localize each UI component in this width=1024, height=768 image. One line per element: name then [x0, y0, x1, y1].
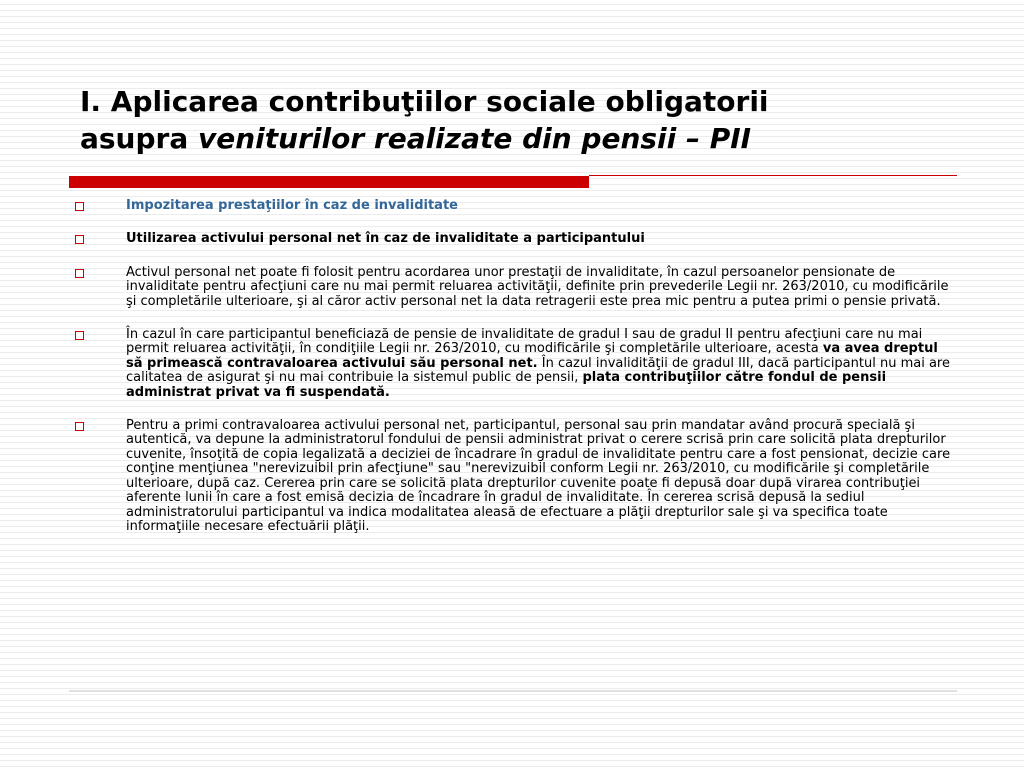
bullet-list	[75, 199, 955, 534]
hollow-square-icon	[75, 269, 84, 278]
bullet-text-part-1: În cazul în care participantul beneficiază de pensie de invaliditate de gradul I sau de gradul II pentru afecţiuni care nu mai permit reluarea activităţii, în condiţiile Legii nr. 263/2010, cu modificările şi completările ulterioare, acesta	[126, 327, 923, 357]
hollow-square-icon	[75, 235, 84, 244]
bullet-item-invalidity-taxation	[75, 199, 955, 213]
bullet-text-bold-1: va avea dreptul să primească contravaloarea activului său personal net.	[126, 341, 938, 371]
bullet-text-bold-2: plata contribuţiilor către fondul de pensii administrat privat va fi suspendată.	[126, 370, 887, 400]
hollow-square-icon	[75, 331, 84, 340]
title-divider-red-bar	[69, 176, 589, 188]
title-line-2-plain: asupra	[80, 122, 198, 155]
bullet-text: Activul personal net poate fi folosit pentru acordarea unor prestaţii de invaliditate, în cazul persoanelor pensionate de invaliditate pentru afecţiuni care nu mai permit reluarea activităţii, definite prin prevederile Legii nr. 263/2010, cu modificările şi completările ulterioare, şi al căror activ personal net la data retragerii este prea mic pentru a putea primi o pensie privată.	[126, 264, 949, 309]
title-line-1: I. Aplicarea contribuţiilor sociale obligatorii	[80, 85, 769, 118]
slide-title	[80, 83, 980, 157]
bullet-item-asset-use-description	[75, 266, 955, 309]
bullet-text: Pentru a primi contravaloarea activului personal net, participantul, personal sau prin mandatar având procură specială şi autentică, va depune la administratorul fondului de pensii administrat privat o cerere scrisă prin care solicită plata drepturilor cuvenite, însoţită de copia legalizată a deciziei de încadrare în gradul de invaliditate pentru care a fost pensionat, decizie care conţine menţiunea "nerevizuibil prin afecţiune" sau "nerevizuibil conform Legii nr. 263/2010, cu modificările şi completările ulterioare, după caz. Cererea prin care se solicită plata drepturilor cuvenite poate fi depusă doar după virarea contribuţiei aferente lunii în care a fost emisă decizia de încadrare în gradul de invaliditate. În cererea scrisă depusă la sediul administratorului participantul va indica modalitatea aleasă de efectuare a plăţii drepturilor sale şi va specifica toate informaţiile necesare efectuării plăţii.	[126, 418, 951, 534]
title-line-2-italic: veniturilor realizate din pensii – PII	[198, 122, 752, 155]
hollow-square-icon	[75, 422, 84, 431]
bullet-item-payment-procedure	[75, 419, 955, 534]
footer-divider	[69, 690, 957, 692]
bullet-text-part-2: În cazul invalidităţii de gradul III, dacă participantul nu mai are calitatea de asigurat şi nu mai contribuie la sistemul public de pensii,	[126, 355, 950, 386]
title-divider-thin-line	[589, 175, 957, 176]
bullet-heading-black: Utilizarea activului personal net în caz de invaliditate a participantului	[126, 231, 645, 247]
bullet-item-net-asset-usage	[75, 232, 955, 246]
bullet-item-invalidity-degrees	[75, 328, 955, 400]
bullet-heading-blue: Impozitarea prestaţiilor în caz de invaliditate	[126, 198, 458, 213]
hollow-square-icon	[75, 202, 84, 211]
title-divider	[69, 172, 957, 188]
